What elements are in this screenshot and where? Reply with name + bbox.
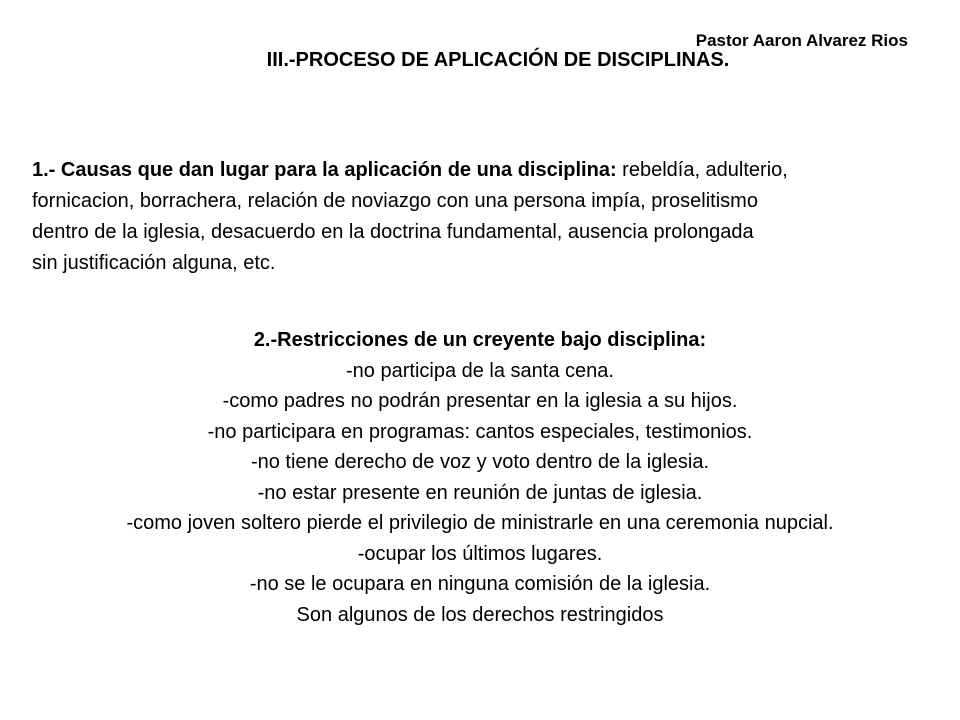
- causes-line-2: fornicacion, borrachera, relación de noviazgo con una persona impía, proselitismo: [32, 190, 758, 212]
- restriction-item: -no participa de la santa cena.: [346, 359, 614, 382]
- restrictions-section: [0, 325, 960, 630]
- restriction-item: -no estar presente en reunión de juntas de iglesia.: [257, 481, 703, 504]
- restriction-item: -ocupar los últimos lugares.: [357, 542, 603, 565]
- author-name: Pastor Aaron Alvarez Rios: [695, 31, 908, 50]
- causes-line-4: sin justificación alguna, etc.: [32, 252, 276, 274]
- causes-text-1: rebeldía, adulterio,: [616, 159, 788, 181]
- restriction-item: -como joven soltero pierde el privilegio de ministrarle en una ceremonia nupcial.: [126, 512, 834, 534]
- restriction-item: -no participara en programas: cantos especiales, testimonios.: [207, 420, 753, 443]
- restrictions-closing: Son algunos de los derechos restringidos: [296, 603, 664, 626]
- causes-line-3: dentro de la iglesia, desacuerdo en la doctrina fundamental, ausencia prolongada: [32, 221, 754, 243]
- restriction-item: -como padres no podrán presentar en la iglesia a su hijos.: [222, 390, 738, 412]
- causes-section: [32, 155, 952, 279]
- slide-title: III.-PROCESO DE APLICACIÓN DE DISCIPLINAS.: [266, 49, 730, 71]
- restriction-item: -no tiene derecho de voz y voto dentro de la iglesia.: [250, 451, 710, 473]
- causes-line-1: [32, 155, 952, 186]
- causes-heading: 1.- Causas que dan lugar para la aplicación de una disciplina:: [32, 159, 617, 181]
- restriction-item: -no se le ocupara en ninguna comisión de la iglesia.: [249, 573, 711, 595]
- restrictions-heading: 2.-Restricciones de un creyente bajo disciplina:: [253, 329, 707, 351]
